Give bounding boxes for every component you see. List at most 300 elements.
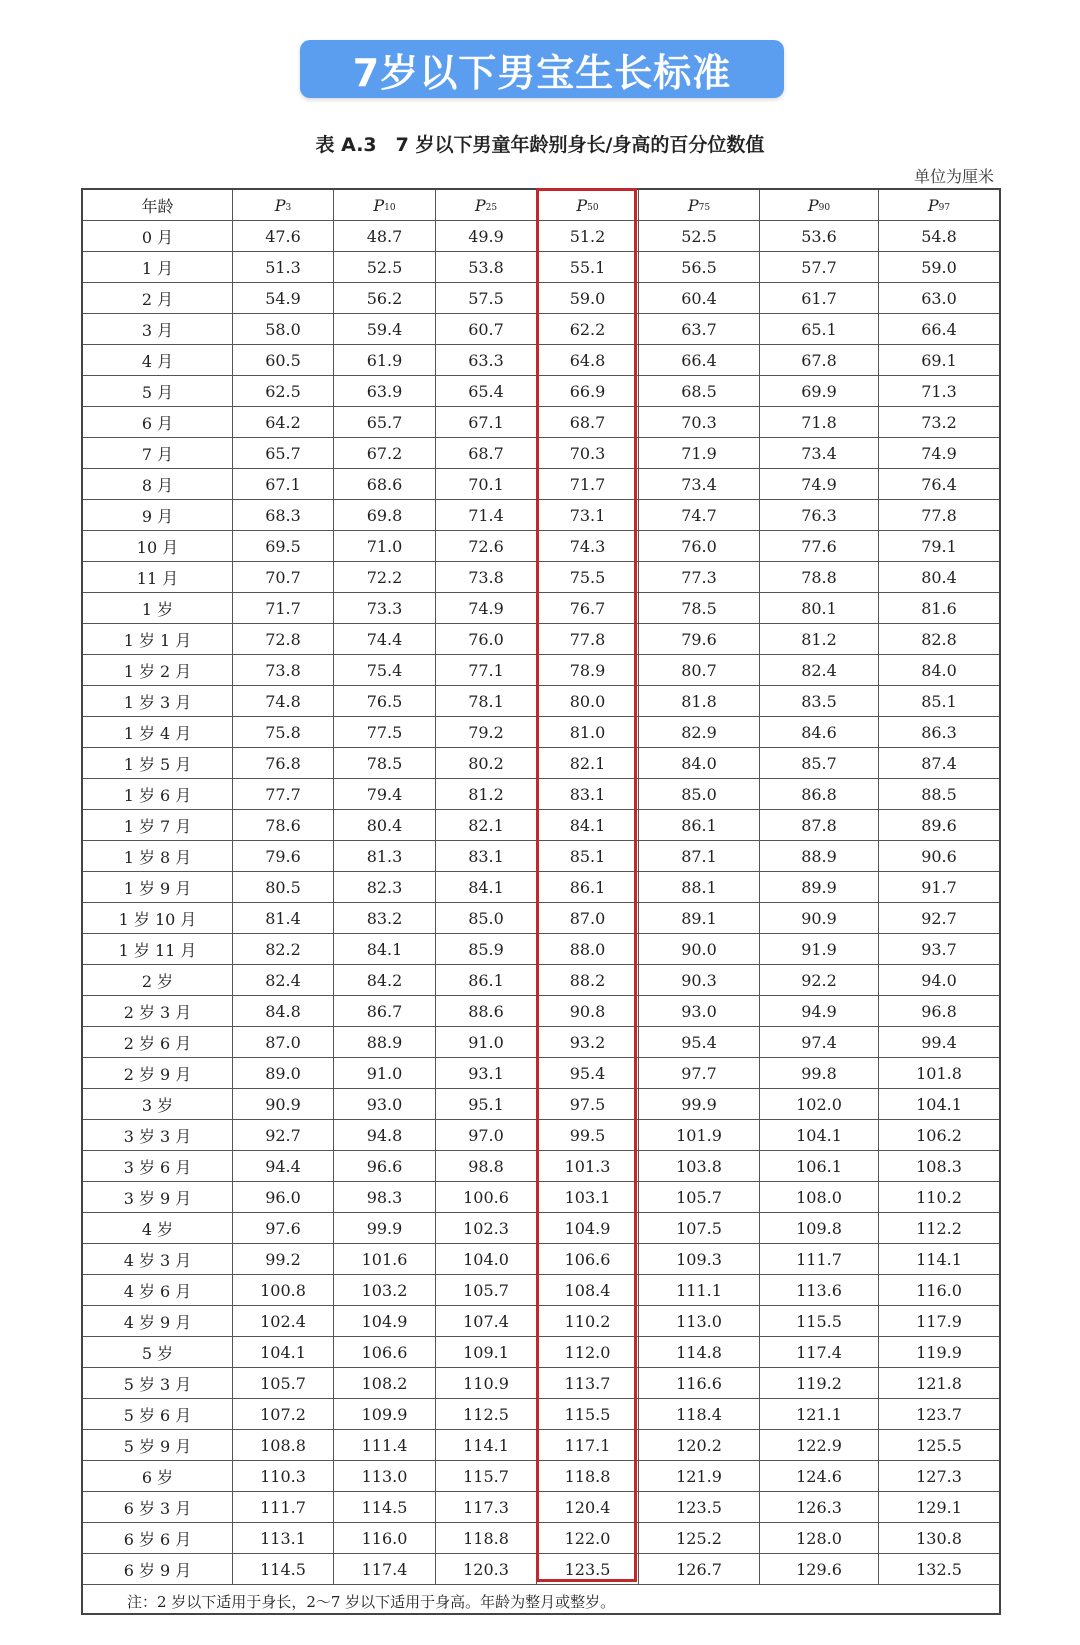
value-cell: 117.1 bbox=[537, 1430, 639, 1460]
value-cell: 90.0 bbox=[639, 934, 760, 964]
value-cell: 114.5 bbox=[334, 1492, 436, 1522]
age-cell: 2 岁 9 月 bbox=[83, 1058, 233, 1088]
value-cell: 92.7 bbox=[233, 1120, 334, 1150]
header-p-base: P bbox=[576, 195, 588, 215]
value-cell: 117.3 bbox=[436, 1492, 537, 1522]
value-cell: 89.9 bbox=[760, 872, 879, 902]
value-cell: 101.3 bbox=[537, 1151, 639, 1181]
value-cell: 93.2 bbox=[537, 1027, 639, 1057]
value-cell: 81.3 bbox=[334, 841, 436, 871]
value-cell: 104.1 bbox=[233, 1337, 334, 1367]
value-cell: 64.2 bbox=[233, 407, 334, 437]
value-cell: 61.7 bbox=[760, 283, 879, 313]
value-cell: 119.2 bbox=[760, 1368, 879, 1398]
value-cell: 113.0 bbox=[639, 1306, 760, 1336]
value-cell: 85.0 bbox=[639, 779, 760, 809]
value-cell: 53.6 bbox=[760, 221, 879, 251]
value-cell: 88.6 bbox=[436, 996, 537, 1026]
table-row bbox=[83, 252, 999, 283]
value-cell: 52.5 bbox=[639, 221, 760, 251]
value-cell: 77.6 bbox=[760, 531, 879, 561]
value-cell: 84.8 bbox=[233, 996, 334, 1026]
table-row bbox=[83, 1213, 999, 1244]
value-cell: 73.2 bbox=[921, 412, 957, 432]
value-cell: 88.5 bbox=[921, 784, 957, 804]
value-cell: 109.1 bbox=[436, 1337, 537, 1367]
table-row bbox=[83, 779, 999, 810]
value-cell: 85.7 bbox=[760, 748, 879, 778]
value-cell: 110.3 bbox=[233, 1461, 334, 1491]
value-cell: 99.9 bbox=[639, 1089, 760, 1119]
value-cell: 125.5 bbox=[916, 1435, 962, 1455]
value-cell: 113.0 bbox=[334, 1461, 436, 1491]
value-cell: 98.3 bbox=[334, 1182, 436, 1212]
value-cell: 82.2 bbox=[233, 934, 334, 964]
table-row bbox=[83, 593, 999, 624]
value-cell: 89.0 bbox=[233, 1058, 334, 1088]
value-cell: 69.8 bbox=[334, 500, 436, 530]
value-cell: 81.6 bbox=[921, 598, 957, 618]
value-cell: 79.1 bbox=[921, 536, 957, 556]
value-cell: 116.6 bbox=[639, 1368, 760, 1398]
age-cell: 1 岁 11 月 bbox=[83, 934, 233, 964]
value-cell: 94.0 bbox=[921, 970, 957, 990]
header-p10 bbox=[334, 190, 436, 220]
value-cell: 85.9 bbox=[436, 934, 537, 964]
value-cell: 59.0 bbox=[921, 257, 957, 277]
age-cell: 1 岁 3 月 bbox=[83, 686, 233, 716]
value-cell: 65.7 bbox=[233, 438, 334, 468]
value-cell: 125.2 bbox=[639, 1523, 760, 1553]
value-cell: 71.9 bbox=[639, 438, 760, 468]
value-cell: 87.0 bbox=[537, 903, 639, 933]
header-p-base: P bbox=[373, 195, 385, 215]
value-cell: 78.9 bbox=[537, 655, 639, 685]
value-cell: 92.2 bbox=[760, 965, 879, 995]
value-cell: 112.2 bbox=[916, 1218, 962, 1238]
header-p3 bbox=[233, 190, 334, 220]
value-cell: 56.5 bbox=[639, 252, 760, 282]
header-p50 bbox=[537, 190, 639, 220]
value-cell: 70.3 bbox=[639, 407, 760, 437]
value-cell: 118.4 bbox=[639, 1399, 760, 1429]
value-cell: 123.5 bbox=[639, 1492, 760, 1522]
age-cell: 2 岁 3 月 bbox=[83, 996, 233, 1026]
table-row bbox=[83, 438, 999, 469]
value-cell: 82.3 bbox=[334, 872, 436, 902]
age-cell: 2 岁 bbox=[83, 965, 233, 995]
value-cell: 77.7 bbox=[233, 779, 334, 809]
value-cell: 85.0 bbox=[436, 903, 537, 933]
age-cell: 9 月 bbox=[83, 500, 233, 530]
table-row bbox=[83, 407, 999, 438]
value-cell: 63.7 bbox=[639, 314, 760, 344]
value-cell: 84.1 bbox=[537, 810, 639, 840]
value-cell: 74.9 bbox=[436, 593, 537, 623]
value-cell: 105.7 bbox=[436, 1275, 537, 1305]
value-cell: 69.9 bbox=[760, 376, 879, 406]
value-cell: 93.0 bbox=[334, 1089, 436, 1119]
age-cell: 6 月 bbox=[83, 407, 233, 437]
value-cell: 95.1 bbox=[436, 1089, 537, 1119]
value-cell: 83.1 bbox=[436, 841, 537, 871]
value-cell: 67.1 bbox=[233, 469, 334, 499]
value-cell: 69.1 bbox=[921, 350, 957, 370]
value-cell: 114.1 bbox=[916, 1249, 962, 1269]
value-cell: 60.5 bbox=[233, 345, 334, 375]
value-cell: 68.3 bbox=[233, 500, 334, 530]
table-row bbox=[83, 841, 999, 872]
value-cell: 65.7 bbox=[334, 407, 436, 437]
table-row bbox=[83, 1368, 999, 1399]
value-cell: 87.4 bbox=[921, 753, 957, 773]
value-cell: 104.9 bbox=[537, 1213, 639, 1243]
value-cell: 96.6 bbox=[334, 1151, 436, 1181]
value-cell: 72.6 bbox=[436, 531, 537, 561]
value-cell: 71.0 bbox=[334, 531, 436, 561]
value-cell: 71.7 bbox=[537, 469, 639, 499]
age-cell: 3 月 bbox=[83, 314, 233, 344]
value-cell: 84.1 bbox=[334, 934, 436, 964]
value-cell: 81.4 bbox=[233, 903, 334, 933]
value-cell: 68.5 bbox=[639, 376, 760, 406]
value-cell: 85.1 bbox=[537, 841, 639, 871]
value-cell: 84.1 bbox=[436, 872, 537, 902]
value-cell: 81.2 bbox=[436, 779, 537, 809]
value-cell: 97.6 bbox=[233, 1213, 334, 1243]
value-cell: 94.9 bbox=[760, 996, 879, 1026]
value-cell: 127.3 bbox=[916, 1466, 962, 1486]
table-row bbox=[83, 624, 999, 655]
value-cell: 57.5 bbox=[436, 283, 537, 313]
value-cell: 64.8 bbox=[537, 345, 639, 375]
header-age: 年龄 bbox=[83, 190, 233, 220]
table-row bbox=[83, 283, 999, 314]
value-cell: 115.7 bbox=[436, 1461, 537, 1491]
value-cell: 92.7 bbox=[921, 908, 957, 928]
value-cell: 102.3 bbox=[436, 1213, 537, 1243]
value-cell: 73.4 bbox=[760, 438, 879, 468]
header-p-base: P bbox=[687, 195, 699, 215]
table-row bbox=[83, 376, 999, 407]
value-cell: 81.0 bbox=[537, 717, 639, 747]
value-cell: 90.9 bbox=[760, 903, 879, 933]
value-cell: 86.3 bbox=[921, 722, 957, 742]
value-cell: 104.1 bbox=[916, 1094, 962, 1114]
value-cell: 108.3 bbox=[916, 1156, 962, 1176]
value-cell: 70.1 bbox=[436, 469, 537, 499]
age-cell: 5 岁 bbox=[83, 1337, 233, 1367]
value-cell: 73.8 bbox=[436, 562, 537, 592]
header-p-base: P bbox=[807, 195, 819, 215]
value-cell: 118.8 bbox=[537, 1461, 639, 1491]
unit-label: 单位为厘米 bbox=[913, 167, 994, 186]
value-cell: 87.8 bbox=[760, 810, 879, 840]
value-cell: 105.7 bbox=[639, 1182, 760, 1212]
header-p75 bbox=[639, 190, 760, 220]
value-cell: 112.5 bbox=[436, 1399, 537, 1429]
value-cell: 79.6 bbox=[233, 841, 334, 871]
value-cell: 82.4 bbox=[233, 965, 334, 995]
value-cell: 49.9 bbox=[436, 221, 537, 251]
value-cell: 71.4 bbox=[436, 500, 537, 530]
value-cell: 121.1 bbox=[760, 1399, 879, 1429]
age-cell: 3 岁 6 月 bbox=[83, 1151, 233, 1181]
value-cell: 110.9 bbox=[436, 1368, 537, 1398]
age-cell: 1 岁 6 月 bbox=[83, 779, 233, 809]
value-cell: 104.0 bbox=[436, 1244, 537, 1274]
value-cell: 84.0 bbox=[639, 748, 760, 778]
value-cell: 83.2 bbox=[334, 903, 436, 933]
value-cell: 80.2 bbox=[436, 748, 537, 778]
value-cell: 71.7 bbox=[233, 593, 334, 623]
value-cell: 86.8 bbox=[760, 779, 879, 809]
value-cell: 113.7 bbox=[537, 1368, 639, 1398]
value-cell: 126.3 bbox=[760, 1492, 879, 1522]
value-cell: 86.7 bbox=[334, 996, 436, 1026]
value-cell: 104.1 bbox=[760, 1120, 879, 1150]
value-cell: 122.9 bbox=[760, 1430, 879, 1460]
value-cell: 61.9 bbox=[334, 345, 436, 375]
value-cell: 53.8 bbox=[436, 252, 537, 282]
age-cell: 10 月 bbox=[83, 531, 233, 561]
value-cell: 113.1 bbox=[233, 1523, 334, 1553]
value-cell: 65.1 bbox=[760, 314, 879, 344]
value-cell: 114.8 bbox=[639, 1337, 760, 1367]
table-row bbox=[83, 810, 999, 841]
value-cell: 111.1 bbox=[639, 1275, 760, 1305]
age-cell: 5 岁 6 月 bbox=[83, 1399, 233, 1429]
value-cell: 68.6 bbox=[334, 469, 436, 499]
value-cell: 101.9 bbox=[639, 1120, 760, 1150]
age-cell: 8 月 bbox=[83, 469, 233, 499]
value-cell: 76.7 bbox=[537, 593, 639, 623]
value-cell: 104.9 bbox=[334, 1306, 436, 1336]
value-cell: 89.6 bbox=[921, 815, 957, 835]
value-cell: 99.2 bbox=[233, 1244, 334, 1274]
value-cell: 86.1 bbox=[537, 872, 639, 902]
value-cell: 76.0 bbox=[436, 624, 537, 654]
header-p-subscript: 50 bbox=[587, 203, 599, 213]
table-row bbox=[83, 872, 999, 903]
value-cell: 76.3 bbox=[760, 500, 879, 530]
table-row bbox=[83, 1120, 999, 1151]
value-cell: 129.1 bbox=[916, 1497, 962, 1517]
value-cell: 106.6 bbox=[334, 1337, 436, 1367]
title-banner bbox=[300, 40, 784, 98]
table-row bbox=[83, 934, 999, 965]
value-cell: 97.4 bbox=[760, 1027, 879, 1057]
age-cell: 1 岁 2 月 bbox=[83, 655, 233, 685]
value-cell: 84.0 bbox=[921, 660, 957, 680]
value-cell: 77.8 bbox=[921, 505, 957, 525]
value-cell: 72.2 bbox=[334, 562, 436, 592]
header-p-subscript: 75 bbox=[698, 203, 711, 213]
value-cell: 73.8 bbox=[233, 655, 334, 685]
value-cell: 74.8 bbox=[233, 686, 334, 716]
value-cell: 108.2 bbox=[334, 1368, 436, 1398]
value-cell: 72.8 bbox=[233, 624, 334, 654]
value-cell: 88.1 bbox=[639, 872, 760, 902]
value-cell: 74.9 bbox=[760, 469, 879, 499]
value-cell: 77.1 bbox=[436, 655, 537, 685]
value-cell: 113.6 bbox=[760, 1275, 879, 1305]
table-row bbox=[83, 469, 999, 500]
value-cell: 77.8 bbox=[537, 624, 639, 654]
table-note: 注：2 岁以下适用于身长，2～7 岁以下适用于身高。年龄为整月或整岁。 bbox=[127, 1593, 616, 1611]
value-cell: 63.9 bbox=[334, 376, 436, 406]
header-p-subscript: 97 bbox=[938, 203, 951, 213]
value-cell: 91.9 bbox=[760, 934, 879, 964]
value-cell: 128.0 bbox=[760, 1523, 879, 1553]
age-cell: 4 岁 bbox=[83, 1213, 233, 1243]
table-row bbox=[83, 1461, 999, 1492]
value-cell: 76.5 bbox=[334, 686, 436, 716]
value-cell: 101.8 bbox=[916, 1063, 962, 1083]
value-cell: 75.8 bbox=[233, 717, 334, 747]
table-row bbox=[83, 531, 999, 562]
header-p-base: P bbox=[274, 195, 286, 215]
table-row bbox=[83, 1523, 999, 1554]
value-cell: 90.3 bbox=[639, 965, 760, 995]
age-cell: 1 岁 5 月 bbox=[83, 748, 233, 778]
value-cell: 62.2 bbox=[537, 314, 639, 344]
value-cell: 78.8 bbox=[760, 562, 879, 592]
table-row bbox=[83, 655, 999, 686]
value-cell: 109.9 bbox=[334, 1399, 436, 1429]
value-cell: 82.8 bbox=[921, 629, 957, 649]
value-cell: 89.1 bbox=[639, 903, 760, 933]
value-cell: 94.8 bbox=[334, 1120, 436, 1150]
value-cell: 78.1 bbox=[436, 686, 537, 716]
age-cell: 2 月 bbox=[83, 283, 233, 313]
value-cell: 83.1 bbox=[537, 779, 639, 809]
value-cell: 67.2 bbox=[334, 438, 436, 468]
value-cell: 126.7 bbox=[639, 1554, 760, 1584]
age-cell: 1 岁 1 月 bbox=[83, 624, 233, 654]
value-cell: 90.9 bbox=[233, 1089, 334, 1119]
value-cell: 60.4 bbox=[639, 283, 760, 313]
value-cell: 100.6 bbox=[436, 1182, 537, 1212]
value-cell: 109.8 bbox=[760, 1213, 879, 1243]
value-cell: 97.0 bbox=[436, 1120, 537, 1150]
age-cell: 1 岁 4 月 bbox=[83, 717, 233, 747]
value-cell: 77.5 bbox=[334, 717, 436, 747]
value-cell: 93.0 bbox=[639, 996, 760, 1026]
value-cell: 108.0 bbox=[760, 1182, 879, 1212]
value-cell: 102.0 bbox=[760, 1089, 879, 1119]
value-cell: 108.4 bbox=[537, 1275, 639, 1305]
value-cell: 76.8 bbox=[233, 748, 334, 778]
age-cell: 7 月 bbox=[83, 438, 233, 468]
age-cell: 1 岁 bbox=[83, 593, 233, 623]
value-cell: 106.2 bbox=[916, 1125, 962, 1145]
value-cell: 96.8 bbox=[921, 1001, 957, 1021]
value-cell: 78.5 bbox=[639, 593, 760, 623]
value-cell: 70.7 bbox=[233, 562, 334, 592]
value-cell: 99.4 bbox=[921, 1032, 957, 1052]
value-cell: 120.3 bbox=[436, 1554, 537, 1584]
value-cell: 80.4 bbox=[921, 567, 957, 587]
value-cell: 111.4 bbox=[334, 1430, 436, 1460]
value-cell: 121.8 bbox=[916, 1373, 962, 1393]
age-cell: 2 岁 6 月 bbox=[83, 1027, 233, 1057]
header-p-subscript: 10 bbox=[384, 203, 396, 213]
value-cell: 60.7 bbox=[436, 314, 537, 344]
value-cell: 115.5 bbox=[760, 1306, 879, 1336]
age-cell: 1 月 bbox=[83, 252, 233, 282]
value-cell: 47.6 bbox=[233, 221, 334, 251]
value-cell: 103.8 bbox=[639, 1151, 760, 1181]
age-cell: 3 岁 3 月 bbox=[83, 1120, 233, 1150]
table-row bbox=[83, 748, 999, 779]
value-cell: 117.9 bbox=[916, 1311, 962, 1331]
value-cell: 63.0 bbox=[921, 288, 957, 308]
value-cell: 119.9 bbox=[916, 1342, 962, 1362]
value-cell: 96.0 bbox=[233, 1182, 334, 1212]
value-cell: 73.1 bbox=[537, 500, 639, 530]
value-cell: 82.4 bbox=[760, 655, 879, 685]
age-cell: 4 月 bbox=[83, 345, 233, 375]
age-cell: 6 岁 6 月 bbox=[83, 1523, 233, 1553]
value-cell: 58.0 bbox=[233, 314, 334, 344]
value-cell: 114.1 bbox=[436, 1430, 537, 1460]
table-row bbox=[83, 1399, 999, 1430]
value-cell: 106.1 bbox=[760, 1151, 879, 1181]
value-cell: 82.1 bbox=[436, 810, 537, 840]
value-cell: 122.0 bbox=[537, 1523, 639, 1553]
value-cell: 91.0 bbox=[334, 1058, 436, 1088]
table-row bbox=[83, 345, 999, 376]
age-cell: 4 岁 6 月 bbox=[83, 1275, 233, 1305]
value-cell: 88.0 bbox=[537, 934, 639, 964]
value-cell: 74.4 bbox=[334, 624, 436, 654]
age-cell: 5 月 bbox=[83, 376, 233, 406]
value-cell: 94.4 bbox=[233, 1151, 334, 1181]
age-cell: 3 岁 9 月 bbox=[83, 1182, 233, 1212]
value-cell: 120.2 bbox=[639, 1430, 760, 1460]
value-cell: 75.5 bbox=[537, 562, 639, 592]
value-cell: 74.7 bbox=[639, 500, 760, 530]
value-cell: 79.6 bbox=[639, 624, 760, 654]
header-p90 bbox=[760, 190, 879, 220]
table-row bbox=[83, 314, 999, 345]
value-cell: 86.1 bbox=[639, 810, 760, 840]
value-cell: 93.1 bbox=[436, 1058, 537, 1088]
value-cell: 54.9 bbox=[233, 283, 334, 313]
table-row bbox=[83, 1151, 999, 1182]
value-cell: 117.4 bbox=[760, 1337, 879, 1367]
table-row bbox=[83, 1089, 999, 1120]
value-cell: 123.7 bbox=[916, 1404, 962, 1424]
value-cell: 106.6 bbox=[537, 1244, 639, 1274]
header-p97 bbox=[879, 190, 999, 220]
table-row bbox=[83, 1337, 999, 1368]
header-p-base: P bbox=[474, 195, 486, 215]
value-cell: 87.0 bbox=[233, 1027, 334, 1057]
table-row bbox=[83, 1275, 999, 1306]
value-cell: 68.7 bbox=[537, 407, 639, 437]
value-cell: 76.0 bbox=[639, 531, 760, 561]
value-cell: 101.6 bbox=[334, 1244, 436, 1274]
age-cell: 5 岁 3 月 bbox=[83, 1368, 233, 1398]
value-cell: 83.5 bbox=[760, 686, 879, 716]
value-cell: 76.4 bbox=[921, 474, 957, 494]
value-cell: 80.0 bbox=[537, 686, 639, 716]
table-row bbox=[83, 562, 999, 593]
value-cell: 114.5 bbox=[233, 1554, 334, 1584]
value-cell: 95.4 bbox=[639, 1027, 760, 1057]
